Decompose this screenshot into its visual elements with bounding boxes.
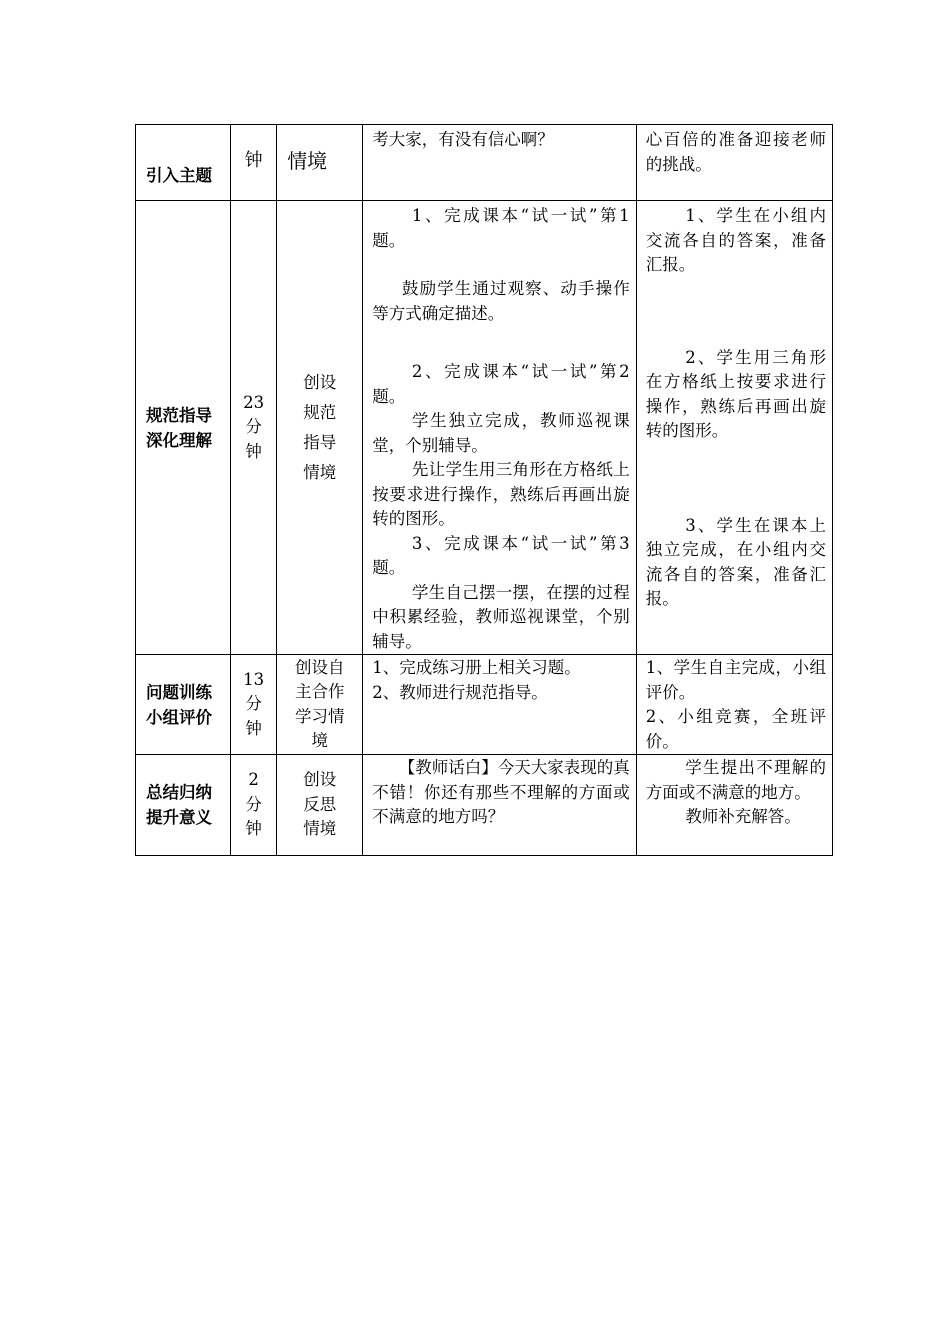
time-cell	[231, 125, 277, 201]
student-text: 3、学生在课本上独立完成，在小组内交流各自的答案，准备汇报。	[645, 515, 826, 608]
student-activity-cell	[636, 201, 832, 655]
student-activity-cell	[636, 755, 832, 856]
teacher-text: 考大家，有没有信心啊？	[372, 130, 554, 149]
situation-cell	[277, 125, 363, 201]
time-cell	[231, 201, 277, 655]
situation-label: 主合作	[294, 682, 345, 701]
time-cell	[231, 755, 277, 856]
student-text: 心百倍的准备迎接老师的挑战。	[645, 130, 826, 174]
situation-label: 学习情	[294, 706, 345, 726]
situation-label: 创设	[303, 770, 337, 790]
teacher-text: 鼓励学生通过观察、动手操作等方式确定描述。	[372, 279, 630, 323]
teacher-activity-cell	[363, 755, 636, 856]
time-label: 钟	[245, 441, 262, 461]
teacher-text: 【教师话白】今天大家表现的真不错！你还有那些不理解的方面或不满意的地方吗？	[372, 758, 630, 826]
table-row	[136, 755, 833, 856]
student-text: 学生提出不理解的方面或不满意的地方。	[645, 758, 826, 802]
table-row	[136, 125, 833, 201]
time-label: 2	[248, 770, 259, 790]
stage-label: 引入主题	[146, 166, 212, 185]
student-activity-cell	[636, 125, 832, 201]
teacher-text: 学生独立完成，教师巡视课堂，个别辅导。	[372, 411, 630, 455]
student-activity-cell	[636, 655, 832, 755]
time-label: 23	[243, 392, 265, 412]
time-label: 钟	[244, 150, 263, 171]
stage-cell	[136, 125, 231, 201]
situation-label: 情境	[303, 462, 337, 482]
time-label: 钟	[245, 718, 262, 738]
teacher-activity-cell	[363, 655, 636, 755]
teacher-text: 先让学生用三角形在方格纸上按要求进行操作，熟练后再画出旋转的图形。	[372, 460, 630, 528]
situation-label: 情境	[303, 819, 337, 839]
situation-label: 创设自	[294, 657, 345, 677]
time-label: 分	[245, 794, 262, 814]
stage-label: 提升意义	[146, 808, 212, 827]
time-label: 钟	[245, 819, 262, 839]
table-row	[136, 655, 833, 755]
student-text: 2、小组竞赛，全班评价。	[645, 707, 826, 751]
situation-label: 指导	[303, 432, 337, 452]
situation-cell	[277, 201, 363, 655]
student-text: 1、学生自主完成，小组评价。	[645, 658, 826, 702]
time-cell	[231, 655, 277, 755]
stage-cell	[136, 201, 231, 655]
teacher-activity-cell	[363, 125, 636, 201]
situation-label: 境	[311, 731, 328, 750]
situation-label: 情境	[287, 149, 328, 173]
stage-label: 深化理解	[146, 430, 212, 450]
teacher-text: 学生自己摆一摆，在摆的过程中积累经验，教师巡视课堂，个别辅导。	[372, 582, 630, 651]
situation-cell	[277, 755, 363, 856]
student-text: 2、学生用三角形在方格纸上按要求进行操作，熟练后再画出旋转的图形。	[645, 347, 826, 440]
stage-cell	[136, 755, 231, 856]
student-text: 1、学生在小组内交流各自的答案，准备汇报。	[645, 206, 826, 274]
lesson-plan-table	[135, 124, 833, 856]
stage-label: 问题训练	[146, 682, 212, 702]
teacher-text: 3、完成课本“试一试”第3题。	[372, 533, 630, 577]
stage-cell	[136, 655, 231, 755]
teacher-text: 1、完成练习册上相关习题。	[372, 658, 581, 677]
time-label: 分	[245, 694, 262, 714]
teacher-text: 2、教师进行规范指导。	[372, 682, 548, 702]
teacher-activity-cell	[363, 201, 636, 655]
table-row	[136, 201, 833, 655]
time-label: 13	[243, 669, 265, 689]
teacher-text: 1、完成课本“试一试”第1题。	[372, 206, 630, 250]
stage-label: 小组评价	[146, 707, 212, 727]
time-label: 分	[245, 417, 262, 437]
stage-label: 规范指导	[146, 405, 212, 425]
student-text: 教师补充解答。	[685, 807, 801, 826]
teacher-text: 2、完成课本“试一试”第2题。	[372, 362, 630, 406]
stage-label: 总结归纳	[146, 783, 212, 802]
situation-label: 规范	[303, 402, 337, 422]
situation-label: 创设	[303, 372, 337, 392]
situation-label: 反思	[303, 794, 337, 814]
situation-cell	[277, 655, 363, 755]
